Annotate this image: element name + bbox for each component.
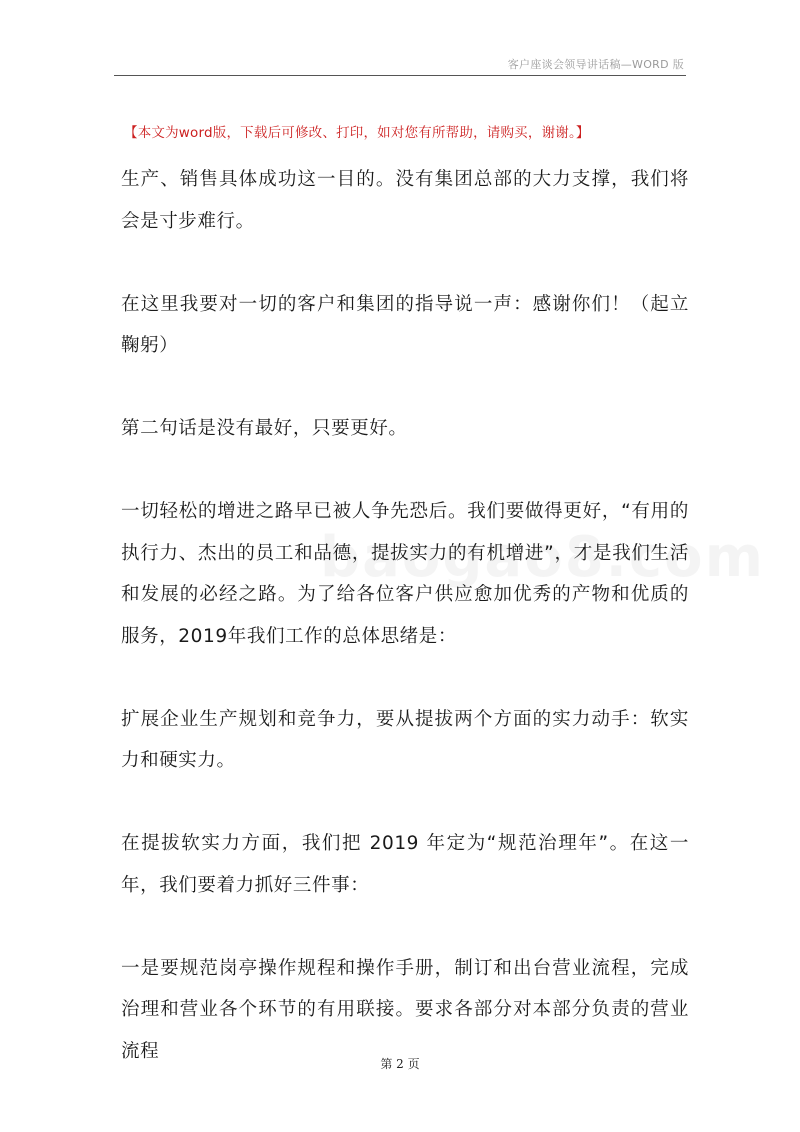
page-number: 第 2 页 xyxy=(380,1057,420,1071)
header-divider xyxy=(114,75,686,76)
paragraph: 扩展企业生产规划和竞争力，要从提拔两个方面的实力动手：软实力和硬实力。 xyxy=(121,708,689,771)
paragraph: 一切轻松的增进之路早已被人争先恐后。我们要做得更好，“有用的执行力、杰出的员工和品德，提拔实力的有机增进”，才是我们生活和发展的必经之路。为了给各位客户供应愈加优秀的产物和优质的服务，2019年我们工作的总体思绪是： xyxy=(121,501,689,647)
paragraph: 生产、销售具体成功这一目的。没有集团总部的大力支撑，我们将会是寸步难行。 xyxy=(121,169,689,232)
paragraph: 在提拔软实力方面，我们把 2019 年定为“规范治理年”。在这一年，我们要着力抓好三件事： xyxy=(121,833,689,896)
document-body xyxy=(121,159,689,1114)
header-title: 客户座谈会领导讲话稿—WORD 版 xyxy=(507,58,684,71)
paragraph: 在这里我要对一切的客户和集团的指导说一声：感谢你们！（起立鞠躬） xyxy=(121,293,689,356)
paragraph: 一是要规范岗亭操作规程和操作手册，制订和出台营业流程，完成治理和营业各个环节的有用联接。要求各部分对本部分负责的营业流程 xyxy=(121,957,689,1062)
purchase-notice: 【本文为word版，下载后可修改、打印，如对您有所帮助，请购买，谢谢。】 xyxy=(124,125,590,141)
paragraph: 第二句话是没有最好，只要更好。 xyxy=(121,418,408,439)
